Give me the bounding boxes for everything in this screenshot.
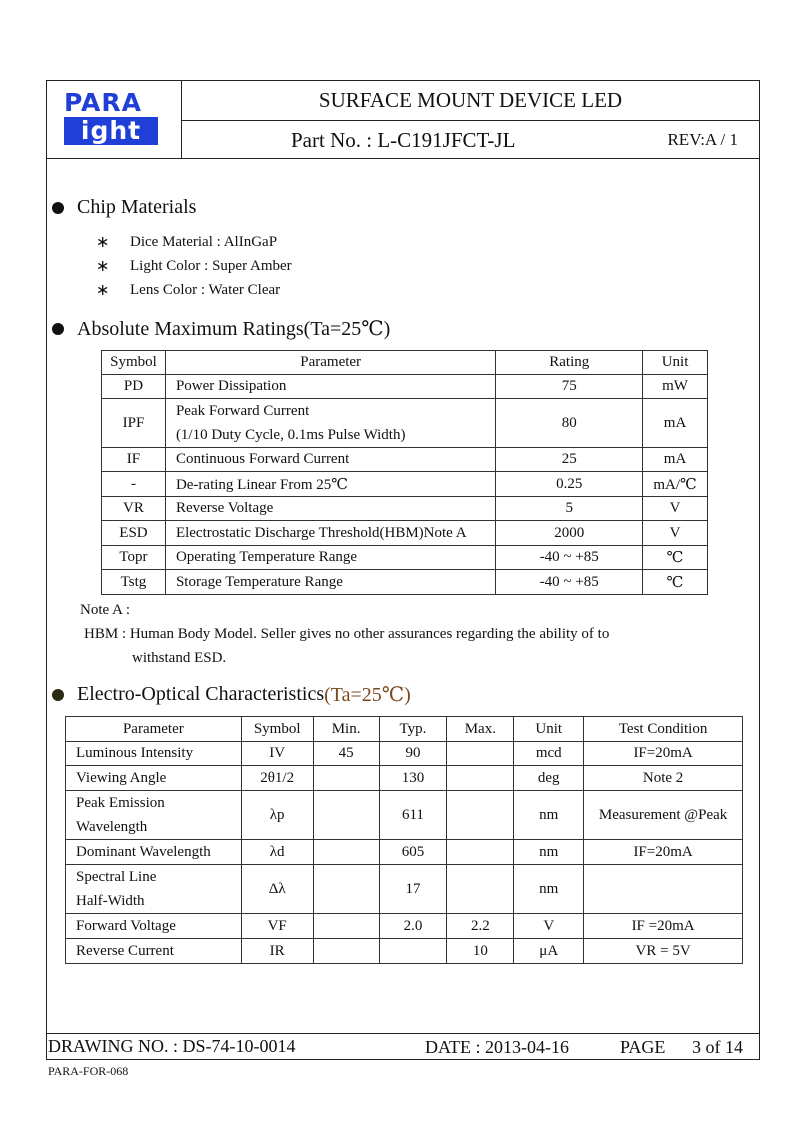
condition-cell: Note 2 <box>584 766 743 791</box>
max-cell <box>447 840 514 865</box>
chip-material-text: Dice Material : AlInGaP <box>130 234 278 250</box>
document-title-cell <box>181 80 760 121</box>
rating-cell: 75 <box>496 375 643 399</box>
symbol-cell: - <box>102 472 166 497</box>
column-header: Rating <box>496 351 643 375</box>
parameter-cell: Dominant Wavelength <box>66 840 242 865</box>
rating-cell: -40 ~ +85 <box>496 570 643 595</box>
table-row <box>102 546 708 570</box>
column-header: Unit <box>514 717 584 742</box>
parameter-cell: Power Dissipation <box>165 375 495 399</box>
note-a-label: Note A : <box>80 602 131 618</box>
column-header: Symbol <box>241 717 313 742</box>
condition-cell: IF=20mA <box>584 840 743 865</box>
page-number: 3 of 14 <box>692 1037 743 1057</box>
bullet-icon <box>52 202 64 214</box>
unit-cell: nm <box>514 865 584 914</box>
typ-cell: 2.0 <box>379 914 447 939</box>
table-row <box>102 570 708 595</box>
page-label: PAGE <box>620 1037 666 1057</box>
table-row <box>102 472 708 497</box>
parameter-cell: Operating Temperature Range <box>165 546 495 570</box>
table-row <box>102 448 708 472</box>
unit-cell: mcd <box>514 742 584 766</box>
chip-material-text: Lens Color : Water Clear <box>130 282 281 298</box>
table-header-row <box>102 351 708 375</box>
min-cell <box>313 939 379 964</box>
revision: REV:A / 1 <box>667 130 738 149</box>
list-item <box>96 280 292 304</box>
table-row <box>102 399 708 448</box>
abs-max-table <box>101 350 708 595</box>
table-row <box>66 742 743 766</box>
column-header: Symbol <box>102 351 166 375</box>
unit-cell: mA/℃ <box>643 472 708 497</box>
rating-cell: 5 <box>496 497 643 521</box>
column-header: Test Condition <box>584 717 743 742</box>
condition-cell: Measurement @Peak <box>584 791 743 840</box>
condition-cell: IF=20mA <box>584 742 743 766</box>
unit-cell: ℃ <box>643 570 708 595</box>
symbol-cell: PD <box>102 375 166 399</box>
asterisk-icon: ∗ <box>96 280 110 299</box>
parameter-cell: Reverse Current <box>66 939 242 964</box>
parameter-cell: Reverse Voltage <box>165 497 495 521</box>
parameter-line: (1/10 Duty Cycle, 0.1ms Pulse Width) <box>175 427 406 443</box>
column-header: Unit <box>643 351 708 375</box>
max-cell <box>447 865 514 914</box>
bullet-icon <box>52 323 64 335</box>
column-header: Max. <box>447 717 514 742</box>
table-row <box>66 840 743 865</box>
para-light-logo <box>64 90 158 146</box>
table-row <box>66 939 743 964</box>
eo-title-condition: (Ta=25℃) <box>324 684 411 706</box>
parameter-cell: De-rating Linear From 25℃ <box>165 472 495 497</box>
symbol-cell: IF <box>102 448 166 472</box>
max-cell <box>447 791 514 840</box>
unit-cell: mA <box>643 448 708 472</box>
column-header: Min. <box>313 717 379 742</box>
eo-title: Electro-Optical Characteristics <box>77 683 325 705</box>
column-header: Typ. <box>379 717 447 742</box>
eo-table <box>65 716 743 964</box>
parameter-cell: Luminous Intensity <box>66 742 242 766</box>
table-row <box>66 865 743 914</box>
parameter-cell: Forward Voltage <box>66 914 242 939</box>
asterisk-icon: ∗ <box>96 232 110 251</box>
unit-cell: ℃ <box>643 546 708 570</box>
list-item <box>96 232 292 256</box>
rating-cell: 80 <box>496 399 643 448</box>
notes-block <box>80 598 609 670</box>
unit-cell: mA <box>643 399 708 448</box>
condition-cell: VR = 5V <box>584 939 743 964</box>
header-divider <box>46 158 760 159</box>
parameter-line: Spectral Line <box>76 869 157 885</box>
column-header: Parameter <box>66 717 242 742</box>
document-date: DATE : 2013-04-16 <box>425 1037 569 1057</box>
symbol-cell: λd <box>241 840 313 865</box>
typ-cell: 17 <box>379 865 447 914</box>
bullet-icon <box>52 689 64 701</box>
table-row <box>66 914 743 939</box>
symbol-cell: 2θ1/2 <box>241 766 313 791</box>
min-cell <box>313 865 379 914</box>
parameter-line: Peak Forward Current <box>175 403 310 419</box>
table-row <box>102 521 708 546</box>
form-number: PARA-FOR-068 <box>48 1064 129 1078</box>
symbol-cell: VF <box>241 914 313 939</box>
logo-top-text: PARA <box>64 88 142 117</box>
symbol-cell: λp <box>241 791 313 840</box>
parameter-cell <box>165 399 495 448</box>
symbol-cell: Tstg <box>102 570 166 595</box>
symbol-cell: ESD <box>102 521 166 546</box>
abs-max-heading <box>52 316 390 341</box>
symbol-cell: IR <box>241 939 313 964</box>
logo-bottom-text: ight <box>64 117 158 145</box>
max-cell <box>447 742 514 766</box>
parameter-cell: Storage Temperature Range <box>165 570 495 595</box>
table-row <box>102 497 708 521</box>
symbol-cell: Topr <box>102 546 166 570</box>
condition-cell: IF =20mA <box>584 914 743 939</box>
hbm-note-line1: HBM : Human Body Model. Seller gives no other assurances regarding the ability of to <box>84 626 610 642</box>
max-cell <box>447 766 514 791</box>
min-cell <box>313 766 379 791</box>
typ-cell <box>379 939 447 964</box>
unit-cell: μA <box>514 939 584 964</box>
parameter-cell <box>66 865 242 914</box>
unit-cell: V <box>643 521 708 546</box>
rating-cell: 0.25 <box>496 472 643 497</box>
document-title: SURFACE MOUNT DEVICE LED <box>318 87 623 112</box>
table-row <box>66 766 743 791</box>
unit-cell: nm <box>514 791 584 840</box>
min-cell <box>313 914 379 939</box>
table-header-row <box>66 717 743 742</box>
part-number-row <box>181 120 760 159</box>
max-cell: 10 <box>447 939 514 964</box>
parameter-cell: Electrostatic Discharge Threshold(HBM)Note A <box>165 521 495 546</box>
hbm-note-line2: withstand ESD. <box>132 650 227 666</box>
chip-materials-list <box>96 232 292 304</box>
min-cell <box>313 840 379 865</box>
chip-material-text: Light Color : Super Amber <box>130 258 292 274</box>
eo-heading <box>52 682 411 707</box>
parameter-cell: Continuous Forward Current <box>165 448 495 472</box>
symbol-cell: VR <box>102 497 166 521</box>
part-number: Part No. : L-C191JFCT-JL <box>291 128 516 152</box>
symbol-cell: IPF <box>102 399 166 448</box>
chip-materials-heading <box>52 196 196 219</box>
table-row <box>66 791 743 840</box>
footer-divider <box>46 1033 760 1034</box>
symbol-cell: IV <box>241 742 313 766</box>
typ-cell: 605 <box>379 840 447 865</box>
unit-cell: nm <box>514 840 584 865</box>
abs-max-title: Absolute Maximum Ratings(Ta=25℃) <box>77 318 391 340</box>
table-row <box>102 375 708 399</box>
parameter-line: Wavelength <box>76 819 148 835</box>
parameter-cell: Viewing Angle <box>66 766 242 791</box>
condition-cell <box>584 865 743 914</box>
drawing-number: DRAWING NO. : DS-74-10-0014 <box>48 1036 296 1056</box>
min-cell: 45 <box>313 742 379 766</box>
rating-cell: 2000 <box>496 521 643 546</box>
rating-cell: 25 <box>496 448 643 472</box>
min-cell <box>313 791 379 840</box>
max-cell: 2.2 <box>447 914 514 939</box>
typ-cell: 90 <box>379 742 447 766</box>
asterisk-icon: ∗ <box>96 256 110 275</box>
unit-cell: deg <box>514 766 584 791</box>
parameter-cell <box>66 791 242 840</box>
parameter-line: Half-Width <box>76 893 145 909</box>
unit-cell: V <box>514 914 584 939</box>
unit-cell: V <box>643 497 708 521</box>
column-header: Parameter <box>165 351 495 375</box>
typ-cell: 611 <box>379 791 447 840</box>
typ-cell: 130 <box>379 766 447 791</box>
rating-cell: -40 ~ +85 <box>496 546 643 570</box>
list-item <box>96 256 292 280</box>
parameter-line: Peak Emission <box>76 795 165 811</box>
symbol-cell: Δλ <box>241 865 313 914</box>
chip-materials-title: Chip Materials <box>77 196 197 218</box>
unit-cell: mW <box>643 375 708 399</box>
